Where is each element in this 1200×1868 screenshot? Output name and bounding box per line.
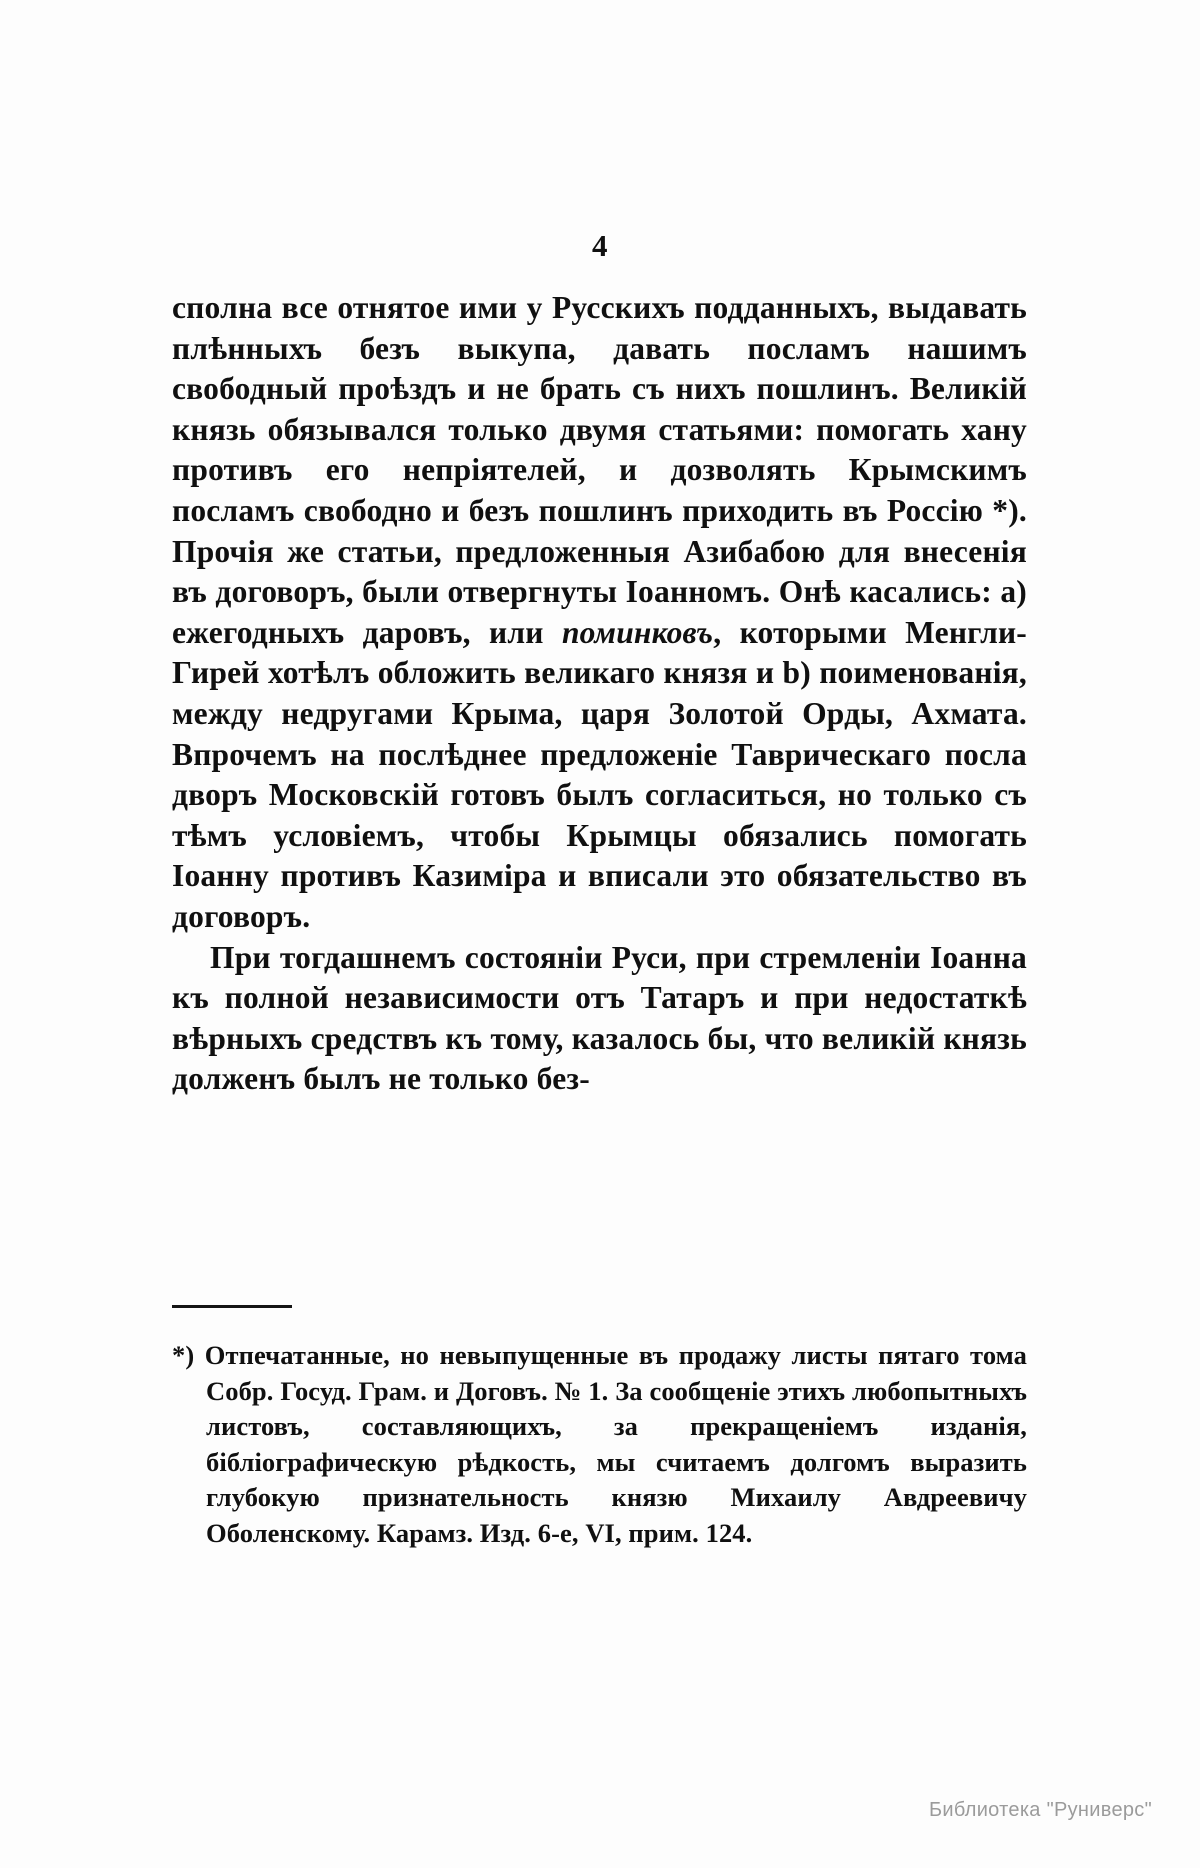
body-paragraph-2: При тогдашнемъ состоянiи Руси, при стремленiи Іоанна къ полной независимости отъ Татаръ и при недостаткѣ вѣрныхъ средствъ къ тому, казалось бы, что великiй князь долженъ былъ не только без-	[172, 939, 1027, 1097]
footnote-text: *) Отпечатанные, но невыпущенные въ продажу листы пятаго тома Собр. Госуд. Грам. и Договъ. № 1. За сообщенiе этихъ любопытныхъ листовъ, составляющихъ, за прекращенiемъ изданiя, бiблiографическую рѣдкость, мы считаемъ долгомъ выразить глубокую признательность князю Михаилу Авдреевичу Оболенскому. Карамз. Изд. 6-е, VI, прим. 124.	[172, 1340, 1027, 1548]
body-paragraph-1-tail: , которыми Менгли-Гирей хотѣлъ обложить великаго князя и b) поименованiя, между недругами Крыма, царя Золотой Орды, Ахмата. Впрочемъ на послѣднее предложенiе Таврическаго посла дворъ Московскiй готовъ былъ согласиться, но только съ тѣмъ условiемъ, чтобы Крымцы обязались помогать Іоанну противъ Казимiра и вписали это обязательство въ договоръ.	[172, 614, 1027, 934]
body-italic-term: поминковъ	[561, 614, 714, 650]
page-number: 4	[592, 228, 608, 263]
body-text-block	[172, 288, 1027, 1100]
footnote-separator-rule	[172, 1305, 292, 1308]
library-watermark: Библиотека "Руниверс"	[928, 1799, 1152, 1821]
body-paragraph-1-text: сполна все отнятое ими у Русскихъ подданныхъ, выдавать плѣнныхъ безъ выкупа, давать посламъ нашимъ свободный проѣздъ и не брать съ нихъ пошлинъ. Великiй князь обязывался только двумя статьями: помогать хану противъ его непрiятелей, и дозволять Крымскимъ посламъ свободно и безъ пошлинъ приходить въ Россiю *). Прочiя же статьи, предложенныя Азибабою для внесенiя въ договоръ, были отвергнуты Іоанномъ. Онѣ касались: а) ежегодныхъ даровъ, или	[172, 290, 1027, 650]
footnote-block	[172, 1338, 1027, 1551]
body-paragraph-1	[172, 288, 1027, 938]
